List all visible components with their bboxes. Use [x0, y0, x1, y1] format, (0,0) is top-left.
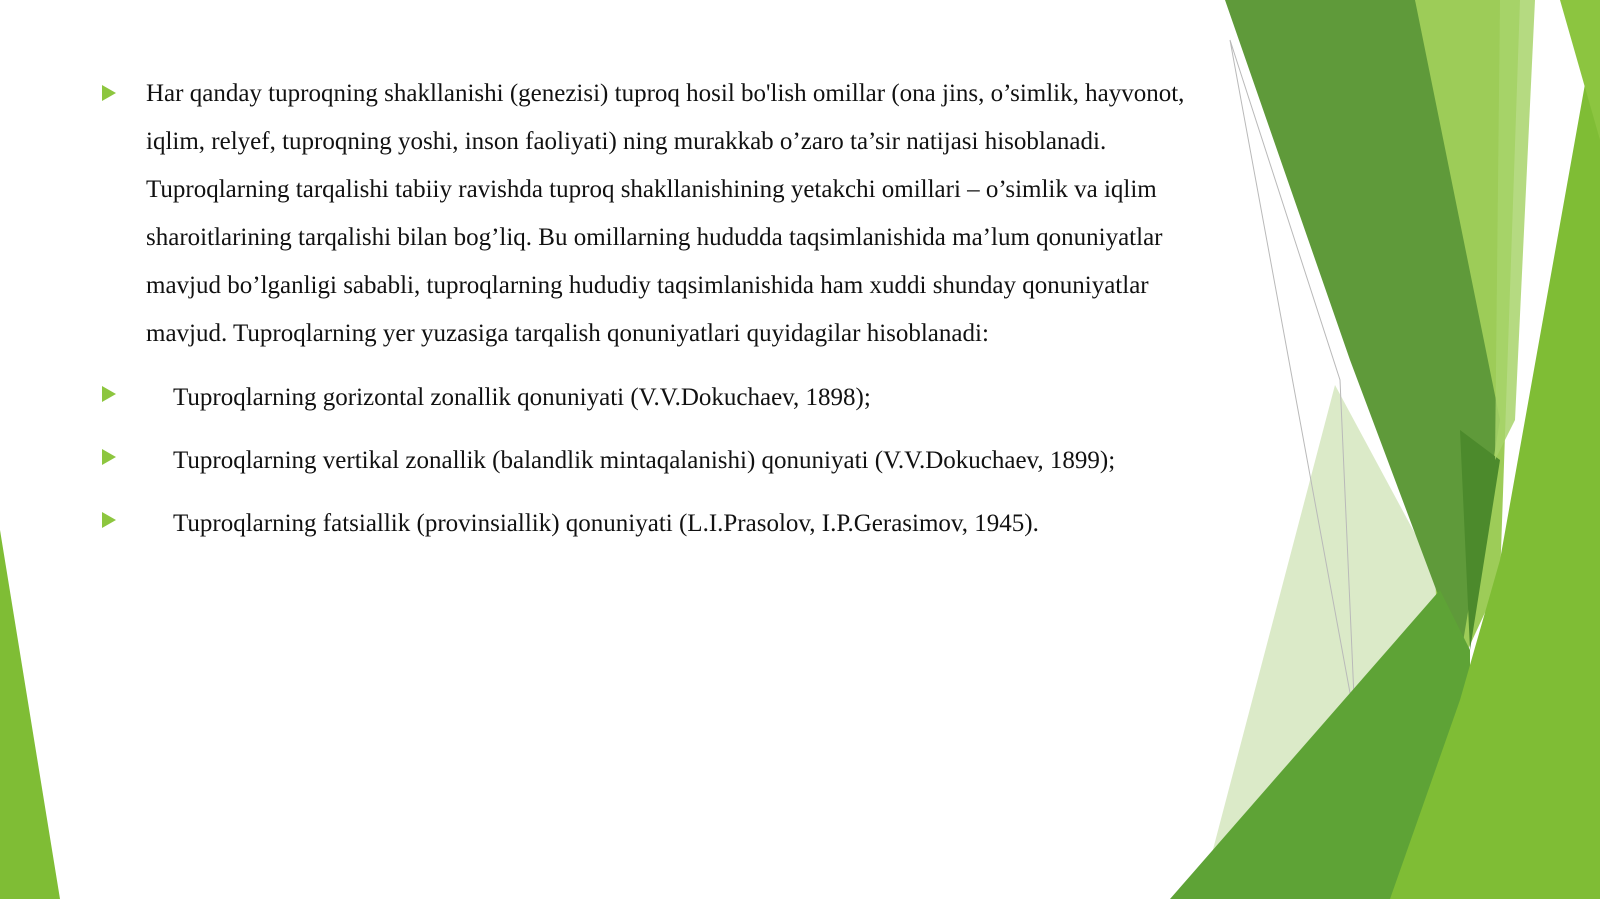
- bullet-arrow-icon: [102, 512, 116, 528]
- bullet-item-law-3: [98, 501, 1188, 547]
- content-area: [98, 70, 1188, 547]
- bullet-item-law-1: [98, 375, 1188, 421]
- law-text: Tuproqlarning fatsiallik (provinsiallik) qonuniyati (L.I.Prasolov, I.P.Gerasimov, 1945).: [173, 510, 1039, 537]
- bullet-arrow-icon: [102, 449, 116, 465]
- left-accent-shape: [0, 530, 60, 899]
- law-text: Tuproqlarning vertikal zonallik (balandlik mintaqalanishi) qonuniyati (V.V.Dokuchaev, 1899);: [173, 447, 1116, 474]
- intro-paragraph: Har qanday tuproqning shakllanishi (genezisi) tuproq hosil bo'lish omillar (ona jins, o’simlik, hayvonot, iqlim, relyef, tuproqning yoshi, inson faoliyati) ning murakkab o’zaro ta’sir natijasi hisoblanadi. Tuproqlarning tarqalishi tabiiy ravishda tuproq shakllanishining yetakchi omillari – o’simlik va iqlim sharoitlarining tarqalishi bilan bog’liq. Bu omillarning hududda taqsimlanishida ma’lum qonuniyatlar mavjud bo’lganligi sababli, tuproqlarning hududiy taqsimlanishida ham xuddi shunday qonuniyatlar mavjud. Tuproqlarning yer yuzasiga tarqalish qonuniyatlari quyidagilar hisoblanadi:: [146, 80, 1185, 347]
- bullet-item-intro: [98, 70, 1188, 358]
- right-facet-sheen: [1495, 0, 1535, 460]
- bullet-arrow-icon: [102, 85, 116, 101]
- bullet-item-law-2: [98, 438, 1188, 484]
- bullet-arrow-icon: [102, 386, 116, 402]
- law-text: Tuproqlarning gorizontal zonallik qonuniyati (V.V.Dokuchaev, 1898);: [173, 384, 871, 411]
